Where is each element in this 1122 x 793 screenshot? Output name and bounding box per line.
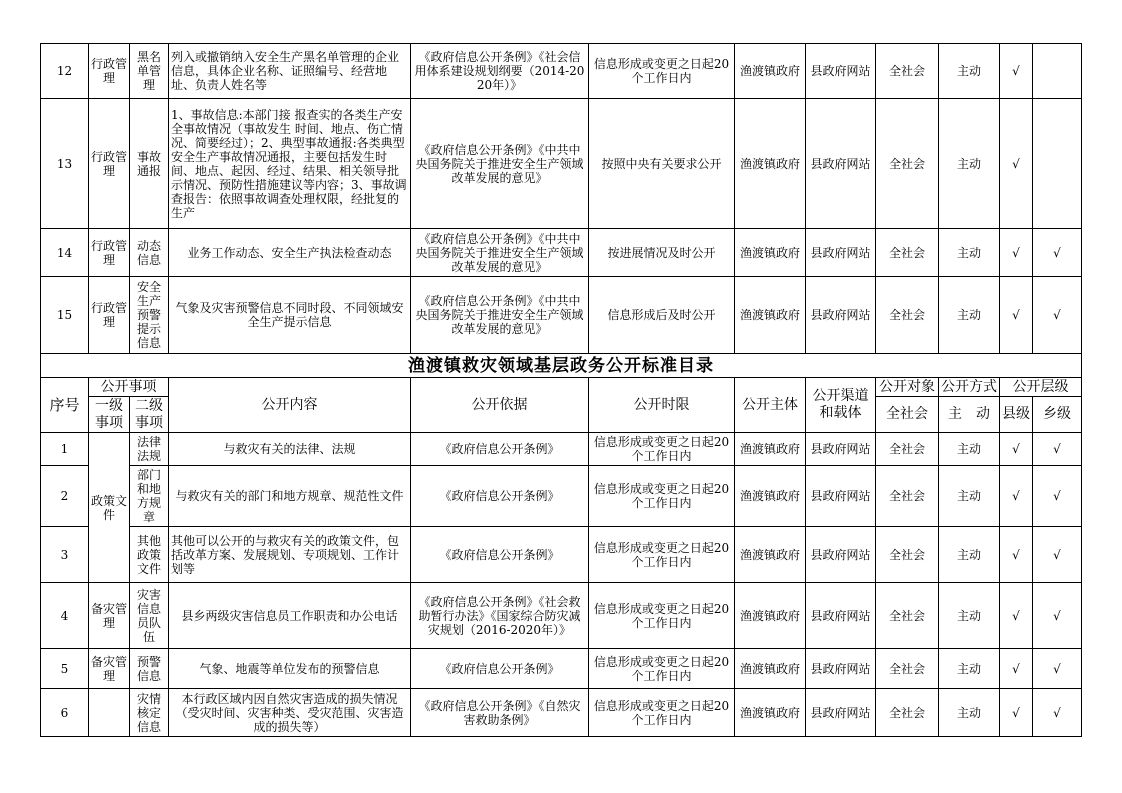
disclosure-content: 与救灾有关的法律、法规: [169, 433, 411, 466]
township-level-mark: √: [1033, 689, 1082, 737]
disclosure-mode: 主动: [939, 99, 1000, 229]
table-row: [41, 433, 1082, 466]
disclosure-subject: 渔渡镇政府: [735, 99, 806, 229]
header-items: 公开事项: [89, 378, 169, 397]
disclosure-subject: 渔渡镇政府: [735, 527, 806, 583]
disclosure-timing: 信息形成或变更之日起20个工作日内: [589, 583, 735, 649]
disclosure-mode: 主动: [939, 649, 1000, 689]
table-row: [41, 44, 1082, 99]
township-level-mark: √: [1033, 229, 1082, 277]
disclosure-basis: 《政府信息公开条例》: [411, 649, 589, 689]
header-no: 序号: [41, 378, 89, 433]
disclosure-subject: 渔渡镇政府: [735, 433, 806, 466]
table-row: [41, 277, 1082, 354]
row-number: 12: [41, 44, 89, 99]
row-number: 13: [41, 99, 89, 229]
disclosure-content: 与救灾有关的部门和地方规章、规范性文件: [169, 466, 411, 527]
level2-item: 预警信息: [130, 649, 169, 689]
table-row: [41, 583, 1082, 649]
disclosure-mode: 主动: [939, 277, 1000, 354]
disclosure-content: 气象及灾害预警信息不同时段、不同领域安全生产提示信息: [169, 277, 411, 354]
disclosure-timing: 按照中央有关要求公开: [589, 99, 735, 229]
disclosure-basis: 《政府信息公开条例》《中共中央国务院关于推进安全生产领域改革发展的意见》: [411, 99, 589, 229]
level2-item: 动态信息: [130, 229, 169, 277]
table-row: [41, 649, 1082, 689]
table-row: [41, 466, 1082, 527]
disclosure-mode: 主动: [939, 466, 1000, 527]
disclosure-mode: 主动: [939, 229, 1000, 277]
township-level-mark: [1033, 44, 1082, 99]
section-title: 渔渡镇救灾领域基层政务公开标准目录: [41, 354, 1082, 378]
county-level-mark: √: [1000, 99, 1033, 229]
header-mode: 主 动: [939, 397, 1000, 433]
disclosure-target: 全社会: [876, 229, 939, 277]
township-level-mark: √: [1033, 277, 1082, 354]
disclosure-content: 县乡两级灾害信息员工作职责和办公电话: [169, 583, 411, 649]
county-level-mark: √: [1000, 689, 1033, 737]
header-channel: 公开渠道和载体: [806, 378, 876, 433]
level2-item: 法律法规: [130, 433, 169, 466]
header-target-group: 公开对象: [876, 378, 939, 397]
disclosure-timing: 信息形成后及时公开: [589, 277, 735, 354]
header-township: 乡级: [1033, 397, 1082, 433]
township-level-mark: √: [1033, 649, 1082, 689]
level1-item: 备灾管理: [89, 583, 130, 649]
level1-item: [89, 689, 130, 737]
county-level-mark: √: [1000, 466, 1033, 527]
header-county: 县级: [1000, 397, 1033, 433]
level2-item: 其他政策文件: [130, 527, 169, 583]
row-number: 2: [41, 466, 89, 527]
table-row: [41, 99, 1082, 229]
row-number: 3: [41, 527, 89, 583]
county-level-mark: √: [1000, 583, 1033, 649]
disclosure-catalog-table: [40, 43, 1082, 737]
level1-group-policy: 政策文件: [89, 433, 130, 583]
township-level-mark: √: [1033, 466, 1082, 527]
disclosure-basis: 《政府信息公开条例》: [411, 466, 589, 527]
disclosure-timing: 信息形成或变更之日起20个工作日内: [589, 527, 735, 583]
disclosure-channel: 县政府网站: [806, 583, 876, 649]
section-title-row: [41, 354, 1082, 378]
level2-item: 黑名单管理: [130, 44, 169, 99]
row-number: 6: [41, 689, 89, 737]
disclosure-content: 本行政区域内因自然灾害造成的损失情况（受灾时间、灾害种类、受灾范围、灾害造成的损失等）: [169, 689, 411, 737]
disclosure-channel: 县政府网站: [806, 433, 876, 466]
row-number: 5: [41, 649, 89, 689]
level1-item: 备灾管理: [89, 649, 130, 689]
county-level-mark: √: [1000, 433, 1033, 466]
disclosure-timing: 按进展情况及时公开: [589, 229, 735, 277]
header-basis: 公开依据: [411, 378, 589, 433]
disclosure-mode: 主动: [939, 433, 1000, 466]
disclosure-basis: 《政府信息公开条例》《自然灾害救助条例》: [411, 689, 589, 737]
header-level2: 二级事项: [130, 397, 169, 433]
disclosure-channel: 县政府网站: [806, 649, 876, 689]
disclosure-subject: 渔渡镇政府: [735, 649, 806, 689]
township-level-mark: [1033, 99, 1082, 229]
disclosure-content: 气象、地震等单位发布的预警信息: [169, 649, 411, 689]
disclosure-subject: 渔渡镇政府: [735, 229, 806, 277]
disclosure-basis: 《政府信息公开条例》《社会救助暂行办法》《国家综合防灾减灾规划（2016-2020年）》: [411, 583, 589, 649]
township-level-mark: √: [1033, 433, 1082, 466]
disclosure-subject: 渔渡镇政府: [735, 583, 806, 649]
disclosure-content: 业务工作动态、安全生产执法检查动态: [169, 229, 411, 277]
row-number: 15: [41, 277, 89, 354]
disclosure-subject: 渔渡镇政府: [735, 466, 806, 527]
disclosure-basis: 《政府信息公开条例》《中共中央国务院关于推进安全生产领域改革发展的意见》: [411, 229, 589, 277]
disclosure-target: 全社会: [876, 649, 939, 689]
level2-item: 安全生产预警提示信息: [130, 277, 169, 354]
header-row: [41, 378, 1082, 397]
disclosure-basis: 《政府信息公开条例》: [411, 433, 589, 466]
county-level-mark: √: [1000, 44, 1033, 99]
township-level-mark: √: [1033, 583, 1082, 649]
level1-item: 行政管理: [89, 99, 130, 229]
disclosure-channel: 县政府网站: [806, 689, 876, 737]
disclosure-basis: 《政府信息公开条例》《社会信用体系建设规划纲要（2014-2020年）》: [411, 44, 589, 99]
township-level-mark: √: [1033, 527, 1082, 583]
disclosure-subject: 渔渡镇政府: [735, 277, 806, 354]
disclosure-subject: 渔渡镇政府: [735, 689, 806, 737]
table-row: [41, 689, 1082, 737]
disclosure-timing: 信息形成或变更之日起20个工作日内: [589, 466, 735, 527]
disclosure-mode: 主动: [939, 44, 1000, 99]
level2-item: 灾害信息员队伍: [130, 583, 169, 649]
disclosure-basis: 《政府信息公开条例》《中共中央国务院关于推进安全生产领域改革发展的意见》: [411, 277, 589, 354]
table-row: [41, 527, 1082, 583]
header-target: 全社会: [876, 397, 939, 433]
disclosure-target: 全社会: [876, 433, 939, 466]
disclosure-channel: 县政府网站: [806, 277, 876, 354]
disclosure-target: 全社会: [876, 527, 939, 583]
level1-item: 行政管理: [89, 44, 130, 99]
county-level-mark: √: [1000, 229, 1033, 277]
level2-item: 灾情核定信息: [130, 689, 169, 737]
disclosure-target: 全社会: [876, 583, 939, 649]
header-subject: 公开主体: [735, 378, 806, 433]
header-content: 公开内容: [169, 378, 411, 433]
row-number: 4: [41, 583, 89, 649]
disclosure-target: 全社会: [876, 44, 939, 99]
disclosure-content: 列入或撤销纳入安全生产黑名单管理的企业信息，具体企业名称、证照编号、经营地址、负责人姓名等: [169, 44, 411, 99]
disclosure-content: 其他可以公开的与救灾有关的政策文件，包括改革方案、发展规划、专项规划、工作计划等: [169, 527, 411, 583]
disclosure-timing: 信息形成或变更之日起20个工作日内: [589, 689, 735, 737]
disclosure-channel: 县政府网站: [806, 44, 876, 99]
county-level-mark: √: [1000, 527, 1033, 583]
row-number: 14: [41, 229, 89, 277]
disclosure-channel: 县政府网站: [806, 466, 876, 527]
level2-item: 部门和地方规章: [130, 466, 169, 527]
level1-item: 行政管理: [89, 277, 130, 354]
disclosure-basis: 《政府信息公开条例》: [411, 527, 589, 583]
disclosure-mode: 主动: [939, 527, 1000, 583]
disclosure-target: 全社会: [876, 277, 939, 354]
header-mode-group: 公开方式: [939, 378, 1000, 397]
header-level1: 一级事项: [89, 397, 130, 433]
disclosure-subject: 渔渡镇政府: [735, 44, 806, 99]
table-row: [41, 229, 1082, 277]
level1-item: 行政管理: [89, 229, 130, 277]
county-level-mark: √: [1000, 277, 1033, 354]
county-level-mark: √: [1000, 649, 1033, 689]
disclosure-channel: 县政府网站: [806, 99, 876, 229]
disclosure-channel: 县政府网站: [806, 229, 876, 277]
header-timing: 公开时限: [589, 378, 735, 433]
disclosure-timing: 信息形成或变更之日起20个工作日内: [589, 44, 735, 99]
disclosure-target: 全社会: [876, 689, 939, 737]
row-number: 1: [41, 433, 89, 466]
disclosure-mode: 主动: [939, 689, 1000, 737]
disclosure-timing: 信息形成或变更之日起20个工作日内: [589, 649, 735, 689]
disclosure-target: 全社会: [876, 99, 939, 229]
level2-item: 事故通报: [130, 99, 169, 229]
disclosure-content: 1、事故信息:本部门接 报查实的各类生产安 全事故情况（事故发生 时间、地点、伤亡情况、简要经过）；2、典型事故通报:各类典型安全生产事故情况通报，主要包括发生时间、地点、起因、经过、结果、相关领导批示情况、预防性措施建议等内容；3、事故调查报告：依照事故调查处理权限，经批复的生产: [169, 99, 411, 229]
disclosure-timing: 信息形成或变更之日起20个工作日内: [589, 433, 735, 466]
disclosure-target: 全社会: [876, 466, 939, 527]
disclosure-channel: 县政府网站: [806, 527, 876, 583]
disclosure-mode: 主动: [939, 583, 1000, 649]
header-level-group: 公开层级: [1000, 378, 1082, 397]
